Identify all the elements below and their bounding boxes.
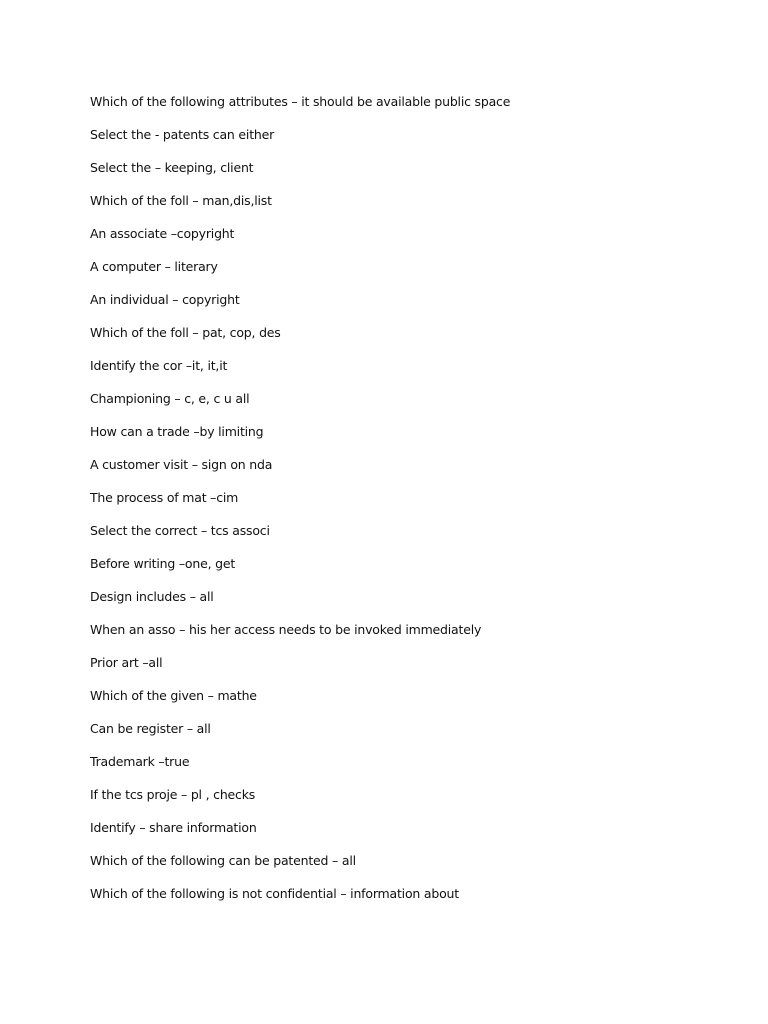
answer-line: Which of the following can be patented – all xyxy=(90,853,356,868)
answer-line: When an asso – his her access needs to be invoked immediately xyxy=(90,622,482,637)
answer-line: Which of the following attributes – it should be available public space xyxy=(90,94,511,109)
answer-line: Identify – share information xyxy=(90,820,257,835)
answer-line: Can be register – all xyxy=(90,721,211,736)
answer-line: Select the - patents can either xyxy=(90,127,275,142)
answer-line: Select the correct – tcs associ xyxy=(90,523,270,538)
answer-line: Which of the foll – man,dis,list xyxy=(90,193,272,208)
answer-line: The process of mat –cim xyxy=(90,490,239,505)
answer-line: Before writing –one, get xyxy=(90,556,236,571)
answer-line: Design includes – all xyxy=(90,589,214,604)
answer-line: Trademark –true xyxy=(90,754,190,769)
answer-line: A computer – literary xyxy=(90,259,218,274)
answer-line: How can a trade –by limiting xyxy=(90,424,264,439)
answer-line: Select the – keeping, client xyxy=(90,160,254,175)
answer-line: Championing – c, e, c u all xyxy=(90,391,250,406)
answer-line: Identify the cor –it, it,it xyxy=(90,358,228,373)
answer-line: Which of the foll – pat, cop, des xyxy=(90,325,281,340)
answer-line: If the tcs proje – pl , checks xyxy=(90,787,256,802)
answer-line: An individual – copyright xyxy=(90,292,240,307)
answer-line: A customer visit – sign on nda xyxy=(90,457,273,472)
answer-line: Prior art –all xyxy=(90,655,163,670)
answer-list xyxy=(90,94,730,919)
answer-line: Which of the given – mathe xyxy=(90,688,257,703)
answer-line: An associate –copyright xyxy=(90,226,235,241)
answer-line: Which of the following is not confidential – information about xyxy=(90,886,459,901)
